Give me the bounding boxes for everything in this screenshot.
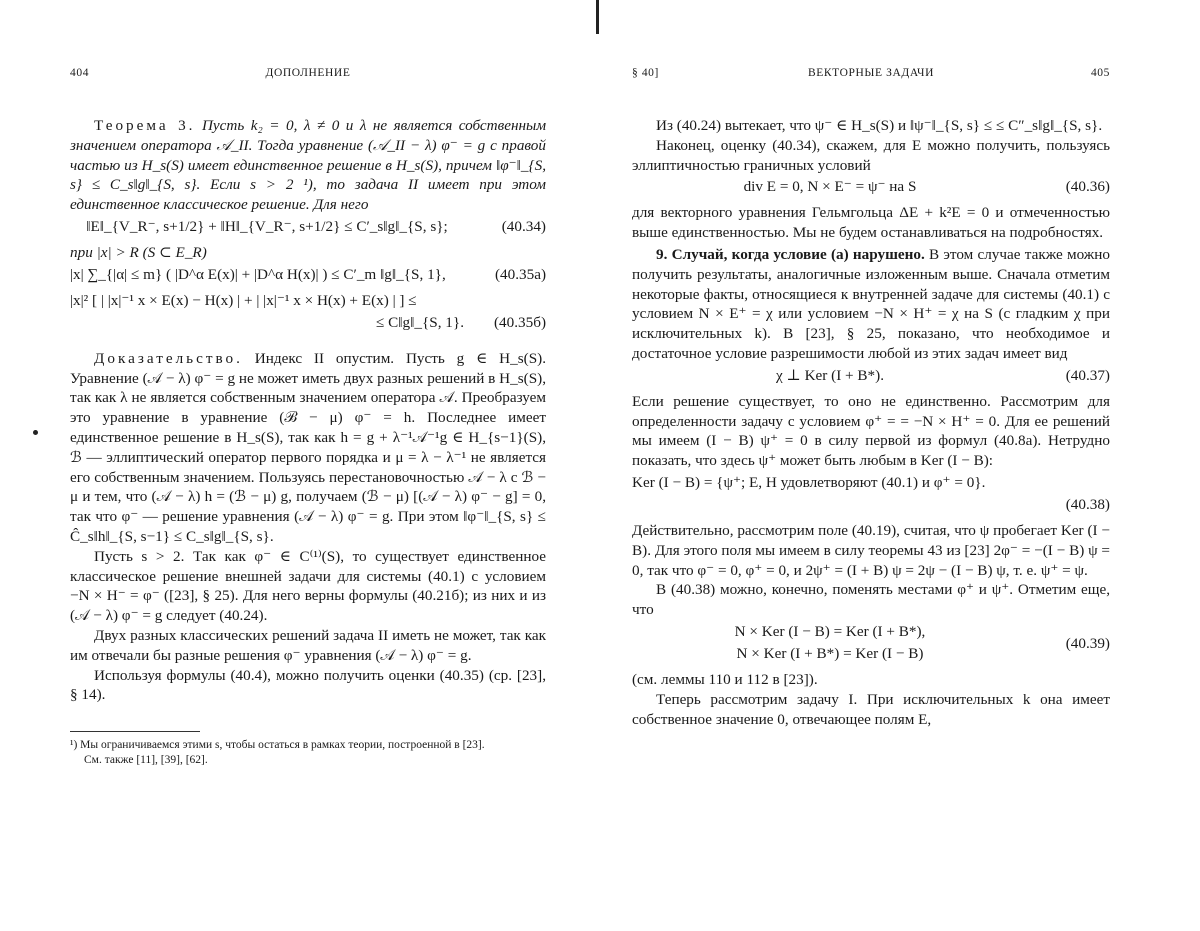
theorem-statement: Пусть k₂ = 0, λ ≠ 0 и λ не является собственным значением оператора 𝒜_II. Тогда уравнение (𝒜_II − λ) φ⁻ = g с правой частью из H_s(S) имеет единственное решение в H_s(S), причем ‖φ⁻‖_{S, s} ≤ C_s‖g‖_{S, s}. Если s > 2 ¹), то задача II имеет при этом единственное классическое решение. Для него: [70, 117, 547, 214]
proof-text: Индекс II опустим. Пусть g ∈ H_s(S). Уравнение (𝒜 − λ) φ⁻ = g не может иметь двух разных решений в H_s(S), так как λ не является собственным значением оператора 𝒜. Преобразуем это уравнение в уравнение (ℬ − μ) φ⁻ = h. Последнее имеет единственное решение в H_s(S), так как h = g + λ⁻¹𝒜⁻¹g ∈ H_{s−1}(S), ℬ — эллиптический оператор первого порядка и μ = λ − λ⁻¹ не является его собственным значением. Пользуясь перестановочностью 𝒜 − λ с ℬ − μ и тем, что (𝒜 − λ) h = (ℬ − μ) g, получаем (ℬ − μ) [(𝒜 − λ) φ⁻ − g] = 0, так что φ⁻ — решение уравнения (𝒜 − λ) φ⁻ = g. При этом ‖φ⁻‖_{S, s} ≤ Ĉ_s‖h‖_{S, s−1} ≤ C_s‖g‖_{S, s}.: [70, 349, 546, 545]
footnote-1: ¹) Мы ограничиваемся этими s, чтобы остаться в рамках теории, построенной в [23].: [70, 739, 485, 752]
scan-speck: [33, 430, 38, 435]
equation-40-35a-expr: |x| ∑_{|α| ≤ m} ( |D^α E(x)| + |D^α H(x)| ) ≤ C′_m ‖g‖_{S, 1},: [70, 265, 446, 283]
theorem-3: [70, 116, 546, 215]
equation-40-35a: [70, 265, 546, 289]
paragraph-problem-1: Теперь рассмотрим задачу I. При исключительных k она имеет собственное значение 0, отвечающее полям E,: [632, 690, 1110, 728]
equation-40-37-number: (40.37): [1065, 366, 1110, 384]
section-mark: § 40]: [632, 67, 659, 79]
right-running-title: ВЕКТОРНЫЕ ЗАДАЧИ: [807, 67, 935, 79]
paragraph-swap: В (40.38) можно, конечно, поменять местами φ⁺ и ψ⁺. Отметим еще, что: [632, 581, 1110, 619]
paragraph-indeed: Действительно, рассмотрим поле (40.19), считая, что ψ пробегает Ker (I − B). Для этого поля мы имеем в силу теоремы 43 из [23] 2φ⁻ = −(I − B) ψ = 0, так что φ⁻ = 0, φ⁺ = 0, и 2ψ⁺ = (I + B) ψ = 2ψ − (I − B) ψ, т. е. ψ⁺ = ψ.: [632, 521, 1110, 579]
footnote-2: См. также [11], [39], [62].: [84, 754, 208, 767]
section-9: [632, 245, 1110, 364]
right-running-head: [632, 62, 1110, 84]
condition-text: при |x| > R (S ⊂ E_R): [70, 243, 207, 261]
left-running-title: ДОПОЛНЕНИЕ: [265, 67, 351, 79]
equation-40-35b: [70, 291, 546, 337]
equation-40-36: [632, 177, 1110, 201]
equation-40-39-line1: N × Ker (I − B) = Ker (I + B*),: [734, 622, 926, 640]
paragraph-estimates: Используя формулы (40.4), можно получить оценки (40.35) (ср. [23], § 14).: [70, 666, 546, 704]
equation-40-35b-line1: |x|² [ | |x|⁻¹ x × E(x) − H(x) | + | |x|⁻¹ x × H(x) + E(x) | ] ≤: [70, 291, 417, 309]
equation-40-38: [632, 473, 1110, 519]
equation-40-37: [632, 366, 1110, 390]
paragraph-from-40-24: Из (40.24) вытекает, что ψ⁻ ∈ H_s(S) и ‖ψ⁻‖_{S, s} ≤ ≤ C″_s‖g‖_{S, s}.: [656, 117, 1103, 134]
paragraph-helmholtz: для векторного уравнения Гельмгольца ΔE + k²E = 0 и отмеченностью выше единственностью. Мы не будем останавливаться на подробностях.: [632, 204, 1110, 242]
paragraph-nonunique: Если решение существует, то оно не единственно. Рассмотрим для определенности задачу с условием φ⁺ = = −N × H⁺ = 0. Для ее решений мы имеем (I − B) ψ⁺ = 0 в силу первой из формул (40.8а). Нетрудно показать, что здесь ψ⁺ может быть любым в Ker (I − B):: [632, 392, 1110, 470]
condition-line: [70, 243, 546, 263]
equation-40-34-expr: ‖E‖_{V_R⁻, s+1/2} + ‖H‖_{V_R⁻, s+1/2} ≤ C′_s‖g‖_{S, s};: [86, 217, 448, 235]
footnote-rule: [70, 731, 200, 732]
equation-40-35b-line2: ≤ C‖g‖_{S, 1}.: [376, 313, 464, 331]
equation-40-37-expr: χ ⊥ Ker (I + B*).: [775, 366, 885, 384]
equation-40-36-expr: div E = 0, N × E⁻ = ψ⁻ на S: [743, 178, 917, 196]
paragraph-two-solutions: Двух разных классических решений задача II иметь не может, так как им отвечали бы разные решения φ⁻ уравнения (𝒜 − λ) φ⁻ = g.: [70, 626, 546, 664]
equation-40-35a-number: (40.35а): [494, 265, 546, 283]
left-page: [70, 62, 546, 768]
equation-40-39-number: (40.39): [1065, 634, 1110, 652]
equation-40-38-number: (40.38): [1065, 495, 1110, 513]
equation-40-34-number: (40.34): [501, 217, 546, 235]
equation-40-35b-number: (40.35б): [493, 313, 546, 331]
paragraph-s-gt-2: Пусть s > 2. Так как φ⁻ ∈ C⁽¹⁾(S), то существует единственное классическое решение внешней задачи для системы (40.1) с условием −N × H⁻ = φ⁻ ([23], § 25). Для него верны формулы (40.21б); из них и из (𝒜 − λ) φ⁻ = g следует (40.24).: [70, 547, 546, 625]
equation-40-38-expr: Ker (I − B) = {ψ⁺; E, H удовлетворяют (40.1) и φ⁺ = 0}.: [632, 473, 986, 491]
proof-paragraph: [70, 349, 546, 547]
equation-40-39-line2: N × Ker (I + B*) = Ker (I − B): [736, 644, 924, 662]
gutter-binding-mark: [596, 0, 599, 34]
theorem-label: Теорема 3.: [94, 117, 196, 134]
left-page-number: 404: [70, 67, 90, 79]
section-9-title: 9. Случай, когда условие (а) нарушено.: [656, 245, 925, 263]
right-page: [632, 62, 1110, 729]
equation-40-39: [632, 622, 1110, 668]
section-9-text: В этом случае также можно получить результаты, аналогичные изложенным выше. Сначала отметим некоторые факты, относящиеся к внутренней задаче для системы (40.1) с условием N × E⁺ = χ или условием −N × H⁺ = χ на S (с гладким χ при исключительных k). В [23], § 25, показано, что необходимое и достаточное условие разрешимости любой из этих задач имеет вид: [632, 245, 1111, 362]
paragraph-estimate-40-34: Наконец, оценку (40.34), скажем, для E можно получить, пользуясь эллиптичностью граничных условий: [632, 136, 1110, 174]
right-page-number: 405: [1090, 67, 1110, 79]
equation-40-34: [70, 217, 546, 241]
left-running-head: [70, 62, 546, 84]
proof-label: Доказательство.: [94, 349, 243, 367]
paragraph-lemmas: (см. леммы 110 и 112 в [23]).: [632, 670, 818, 688]
equation-40-36-number: (40.36): [1065, 178, 1110, 196]
